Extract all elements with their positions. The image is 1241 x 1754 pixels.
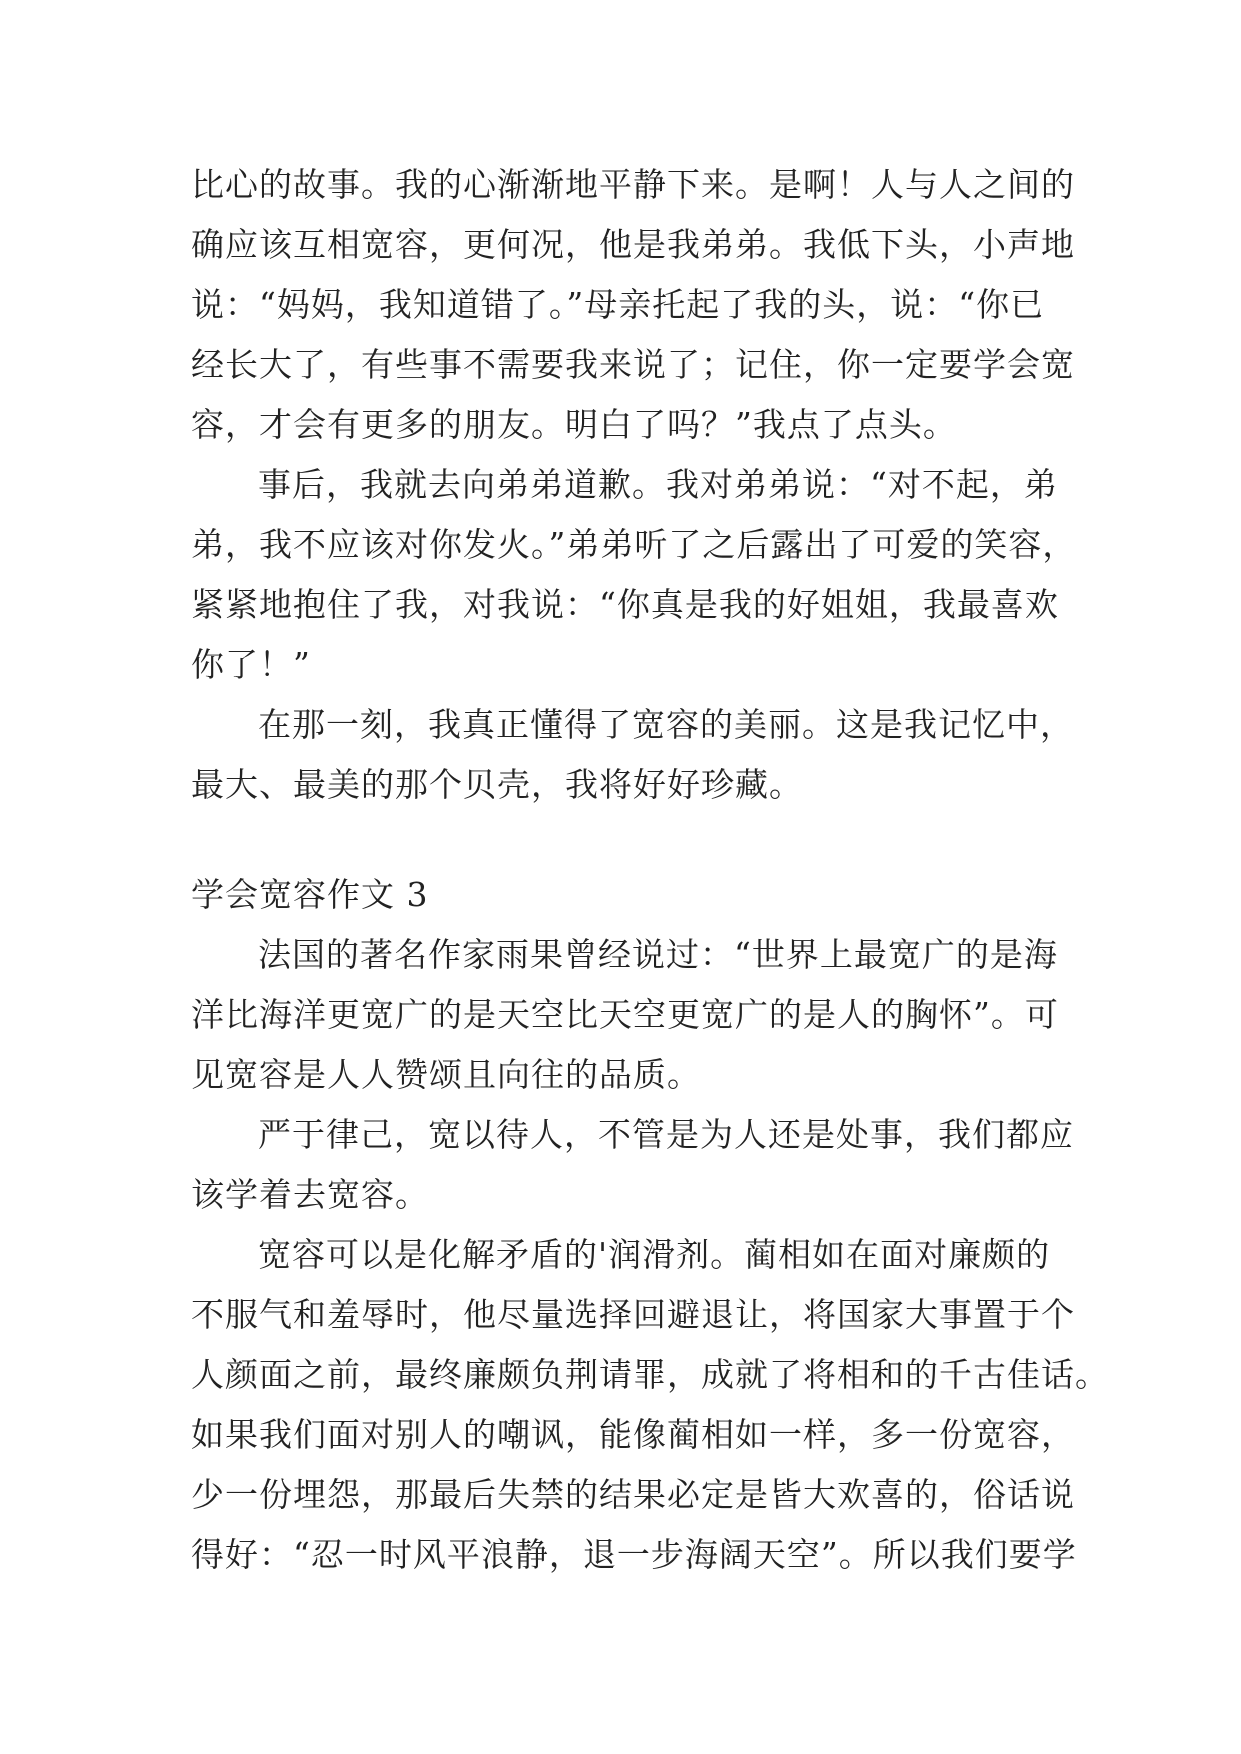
- text-line: 如果我们面对别人的嘲讽，能像蔺相如一样，多一份宽容，: [191, 1415, 1075, 1454]
- text-line: 洋比海洋更宽广的是天空比天空更宽广的是人的胸怀”。可: [191, 995, 1059, 1034]
- text-line: 你了！”: [191, 645, 311, 684]
- text-line: 在那一刻，我真正懂得了宽容的美丽。这是我记忆中，: [258, 705, 1074, 744]
- text-line: 最大、最美的那个贝壳，我将好好珍藏。: [191, 765, 803, 804]
- text-line: 该学着去宽容。: [191, 1175, 429, 1214]
- text-line: 得好：“忍一时风平浪静，退一步海阔天空”。所以我们要学: [191, 1535, 1077, 1574]
- text-line: 人颜面之前，最终廉颇负荆请罪，成就了将相和的千古佳话。: [191, 1355, 1109, 1394]
- text-line: 事后，我就去向弟弟道歉。我对弟弟说：“对不起，弟: [258, 465, 1058, 504]
- text-line: 宽容可以是化解矛盾的'润滑剂。蔺相如在面对廉颇的: [258, 1235, 1051, 1274]
- text-line: 见宽容是人人赞颂且向往的品质。: [191, 1055, 701, 1094]
- section-title: 学会宽容作文 3: [191, 875, 429, 914]
- text-line: 不服气和羞辱时，他尽量选择回避退让，将国家大事置于个: [191, 1295, 1075, 1334]
- text-line: 紧紧地抱住了我，对我说：“你真是我的好姐姐，我最喜欢: [191, 585, 1059, 624]
- text-line: 少一份埋怨，那最后失禁的结果必定是皆大欢喜的，俗话说: [191, 1475, 1075, 1514]
- text-line: 经长大了，有些事不需要我来说了；记住，你一定要学会宽: [191, 345, 1075, 384]
- text-line: 容，才会有更多的朋友。明白了吗？”我点了点头。: [191, 405, 957, 444]
- text-line: 说：“妈妈，我知道错了。”母亲托起了我的头，说：“你已: [191, 285, 1045, 324]
- text-line: 严于律己，宽以待人，不管是为人还是处事，我们都应: [258, 1115, 1074, 1154]
- text-line: 确应该互相宽容，更何况，他是我弟弟。我低下头，小声地: [191, 225, 1075, 264]
- text-line: 法国的著名作家雨果曾经说过：“世界上最宽广的是海: [258, 935, 1058, 974]
- text-line: 比心的故事。我的心渐渐地平静下来。是啊！人与人之间的: [191, 165, 1075, 204]
- text-line: 弟，我不应该对你发火。”弟弟听了之后露出了可爱的笑容，: [191, 525, 1077, 564]
